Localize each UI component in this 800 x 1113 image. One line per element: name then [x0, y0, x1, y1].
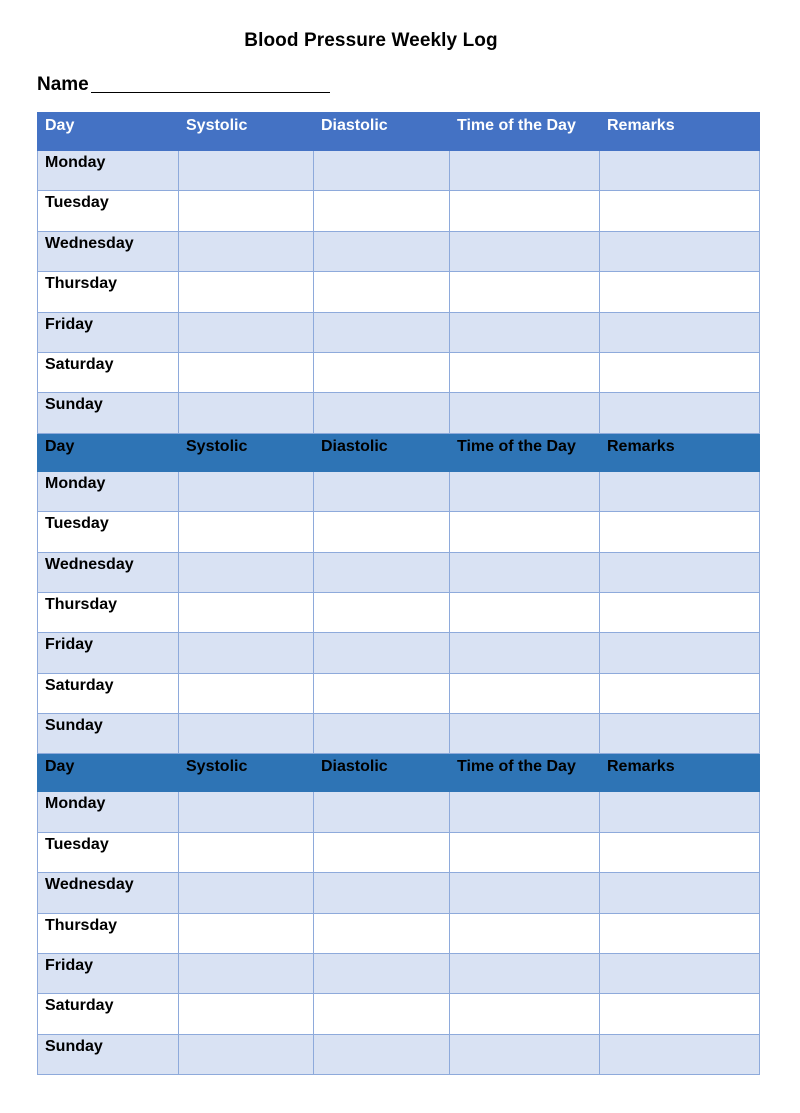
day-label: Thursday	[38, 272, 179, 312]
column-header-time-of-day: Time of the Day	[450, 754, 600, 792]
remarks-cell[interactable]	[600, 552, 760, 592]
table-row	[38, 312, 760, 352]
day-label: Friday	[38, 312, 179, 352]
time-of-day-cell[interactable]	[450, 994, 600, 1034]
table-row	[38, 512, 760, 552]
time-of-day-cell[interactable]	[450, 393, 600, 433]
table-row	[38, 592, 760, 632]
day-label: Sunday	[38, 1034, 179, 1074]
day-label: Monday	[38, 471, 179, 511]
diastolic-cell[interactable]	[314, 151, 450, 191]
column-header-diastolic: Diastolic	[314, 754, 450, 792]
remarks-cell[interactable]	[600, 312, 760, 352]
time-of-day-cell[interactable]	[450, 1034, 600, 1074]
table-row	[38, 231, 760, 271]
systolic-cell[interactable]	[179, 633, 314, 673]
diastolic-cell[interactable]	[314, 471, 450, 511]
diastolic-cell[interactable]	[314, 954, 450, 994]
remarks-cell[interactable]	[600, 832, 760, 872]
systolic-cell[interactable]	[179, 673, 314, 713]
table-row	[38, 633, 760, 673]
day-label: Wednesday	[38, 873, 179, 913]
remarks-cell[interactable]	[600, 714, 760, 754]
remarks-cell[interactable]	[600, 592, 760, 632]
systolic-cell[interactable]	[179, 873, 314, 913]
diastolic-cell[interactable]	[314, 312, 450, 352]
table-row	[38, 352, 760, 392]
time-of-day-cell[interactable]	[450, 552, 600, 592]
systolic-cell[interactable]	[179, 954, 314, 994]
header-row	[38, 754, 760, 792]
remarks-cell[interactable]	[600, 352, 760, 392]
column-header-remarks: Remarks	[600, 113, 760, 151]
day-label: Saturday	[38, 673, 179, 713]
table-row	[38, 994, 760, 1034]
time-of-day-cell[interactable]	[450, 792, 600, 832]
systolic-cell[interactable]	[179, 471, 314, 511]
remarks-cell[interactable]	[600, 471, 760, 511]
day-label: Sunday	[38, 714, 179, 754]
day-label: Wednesday	[38, 231, 179, 271]
table-row	[38, 873, 760, 913]
remarks-cell[interactable]	[600, 913, 760, 953]
column-header-systolic: Systolic	[179, 113, 314, 151]
remarks-cell[interactable]	[600, 633, 760, 673]
systolic-cell[interactable]	[179, 231, 314, 271]
name-label: Name	[37, 74, 89, 95]
remarks-cell[interactable]	[600, 191, 760, 231]
remarks-cell[interactable]	[600, 272, 760, 312]
day-label: Thursday	[38, 913, 179, 953]
systolic-cell[interactable]	[179, 272, 314, 312]
table-row	[38, 673, 760, 713]
systolic-cell[interactable]	[179, 792, 314, 832]
time-of-day-cell[interactable]	[450, 312, 600, 352]
day-label: Monday	[38, 151, 179, 191]
remarks-cell[interactable]	[600, 873, 760, 913]
column-header-diastolic: Diastolic	[314, 113, 450, 151]
diastolic-cell[interactable]	[314, 832, 450, 872]
diastolic-cell[interactable]	[314, 191, 450, 231]
day-label: Tuesday	[38, 191, 179, 231]
table-row	[38, 913, 760, 953]
systolic-cell[interactable]	[179, 714, 314, 754]
diastolic-cell[interactable]	[314, 792, 450, 832]
name-field-line[interactable]	[91, 92, 330, 93]
diastolic-cell[interactable]	[314, 633, 450, 673]
systolic-cell[interactable]	[179, 913, 314, 953]
remarks-cell[interactable]	[600, 673, 760, 713]
diastolic-cell[interactable]	[314, 1034, 450, 1074]
column-header-remarks: Remarks	[600, 433, 760, 471]
remarks-cell[interactable]	[600, 512, 760, 552]
remarks-cell[interactable]	[600, 1034, 760, 1074]
systolic-cell[interactable]	[179, 352, 314, 392]
day-label: Friday	[38, 954, 179, 994]
diastolic-cell[interactable]	[314, 673, 450, 713]
table-row	[38, 954, 760, 994]
day-label: Monday	[38, 792, 179, 832]
remarks-cell[interactable]	[600, 954, 760, 994]
diastolic-cell[interactable]	[314, 592, 450, 632]
diastolic-cell[interactable]	[314, 714, 450, 754]
systolic-cell[interactable]	[179, 312, 314, 352]
systolic-cell[interactable]	[179, 994, 314, 1034]
systolic-cell[interactable]	[179, 191, 314, 231]
table-row	[38, 714, 760, 754]
systolic-cell[interactable]	[179, 832, 314, 872]
day-label: Saturday	[38, 352, 179, 392]
time-of-day-cell[interactable]	[450, 352, 600, 392]
time-of-day-cell[interactable]	[450, 471, 600, 511]
diastolic-cell[interactable]	[314, 352, 450, 392]
table-row	[38, 151, 760, 191]
header-row	[38, 433, 760, 471]
day-label: Tuesday	[38, 512, 179, 552]
column-header-diastolic: Diastolic	[314, 433, 450, 471]
systolic-cell[interactable]	[179, 393, 314, 433]
column-header-time-of-day: Time of the Day	[450, 113, 600, 151]
time-of-day-cell[interactable]	[450, 191, 600, 231]
time-of-day-cell[interactable]	[450, 231, 600, 271]
remarks-cell[interactable]	[600, 393, 760, 433]
column-header-day: Day	[38, 433, 179, 471]
column-header-day: Day	[38, 754, 179, 792]
header-row	[38, 113, 760, 151]
diastolic-cell[interactable]	[314, 873, 450, 913]
column-header-systolic: Systolic	[179, 754, 314, 792]
systolic-cell[interactable]	[179, 1034, 314, 1074]
table-row	[38, 552, 760, 592]
remarks-cell[interactable]	[600, 231, 760, 271]
diastolic-cell[interactable]	[314, 552, 450, 592]
page-title: Blood Pressure Weekly Log	[244, 30, 498, 51]
column-header-day: Day	[38, 113, 179, 151]
table-row	[38, 191, 760, 231]
diastolic-cell[interactable]	[314, 231, 450, 271]
systolic-cell[interactable]	[179, 552, 314, 592]
systolic-cell[interactable]	[179, 512, 314, 552]
remarks-cell[interactable]	[600, 151, 760, 191]
systolic-cell[interactable]	[179, 151, 314, 191]
column-header-remarks: Remarks	[600, 754, 760, 792]
remarks-cell[interactable]	[600, 792, 760, 832]
time-of-day-cell[interactable]	[450, 873, 600, 913]
time-of-day-cell[interactable]	[450, 714, 600, 754]
time-of-day-cell[interactable]	[450, 272, 600, 312]
time-of-day-cell[interactable]	[450, 512, 600, 552]
time-of-day-cell[interactable]	[450, 913, 600, 953]
day-label: Saturday	[38, 994, 179, 1034]
table-row	[38, 1034, 760, 1074]
column-header-time-of-day: Time of the Day	[450, 433, 600, 471]
time-of-day-cell[interactable]	[450, 954, 600, 994]
day-label: Sunday	[38, 393, 179, 433]
table-row	[38, 471, 760, 511]
name-row	[37, 72, 330, 94]
diastolic-cell[interactable]	[314, 393, 450, 433]
time-of-day-cell[interactable]	[450, 592, 600, 632]
day-label: Tuesday	[38, 832, 179, 872]
diastolic-cell[interactable]	[314, 994, 450, 1034]
systolic-cell[interactable]	[179, 592, 314, 632]
diastolic-cell[interactable]	[314, 512, 450, 552]
column-header-systolic: Systolic	[179, 433, 314, 471]
table-row	[38, 393, 760, 433]
day-label: Thursday	[38, 592, 179, 632]
time-of-day-cell[interactable]	[450, 673, 600, 713]
remarks-cell[interactable]	[600, 994, 760, 1034]
blood-pressure-log-table	[37, 112, 760, 1075]
day-label: Friday	[38, 633, 179, 673]
diastolic-cell[interactable]	[314, 913, 450, 953]
table-row	[38, 832, 760, 872]
table-row	[38, 792, 760, 832]
table-row	[38, 272, 760, 312]
day-label: Wednesday	[38, 552, 179, 592]
time-of-day-cell[interactable]	[450, 151, 600, 191]
diastolic-cell[interactable]	[314, 272, 450, 312]
time-of-day-cell[interactable]	[450, 832, 600, 872]
time-of-day-cell[interactable]	[450, 633, 600, 673]
